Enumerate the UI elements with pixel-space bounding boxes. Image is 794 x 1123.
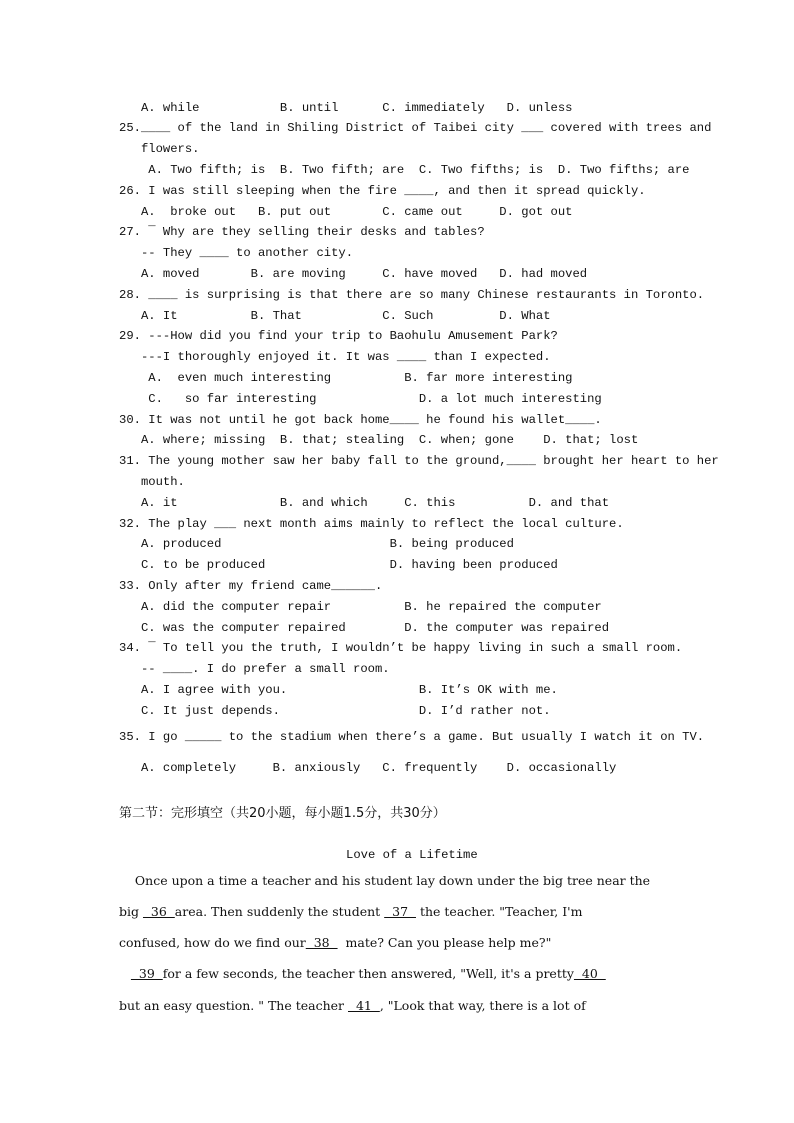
question-25: 25.____ of the land in Shiling District of Taibei city ___ covered with trees and xyxy=(119,121,712,135)
question-31: 31. The young mother saw her baby fall to the ground,____ brought her heart to her xyxy=(119,454,719,468)
question-35: 35. I go _____ to the stadium when there’s a game. But usually I watch it on TV. xyxy=(119,730,705,744)
blank-38: 38 xyxy=(305,935,338,950)
options-q31: A. it B. and which C. this D. and that xyxy=(119,496,610,510)
blank-37: 37 xyxy=(384,904,416,919)
question-32: 32. The play ___ next month aims mainly to reflect the local culture. xyxy=(119,517,624,531)
question-33: 33. Only after my friend came______. xyxy=(119,579,383,593)
passage-text xyxy=(119,966,131,981)
passage-line-2 xyxy=(119,904,582,920)
question-34-reply: -- ____. I do prefer a small room. xyxy=(119,662,390,676)
blank-39: 39 xyxy=(130,966,163,981)
passage-line-4 xyxy=(119,966,606,982)
question-31-cont: mouth. xyxy=(119,475,185,489)
options-q29-cd: C. so far interesting D. a lot much interesting xyxy=(119,392,602,406)
passage-text: Once upon a time a teacher and his student lay down under the big tree near the xyxy=(119,873,651,888)
question-27: 27. ¯ Why are they selling their desks and tables? xyxy=(119,225,485,239)
passage-title: Love of a Lifetime xyxy=(346,848,478,862)
question-27-reply: -- They ____ to another city. xyxy=(119,246,354,260)
options-q27: A. moved B. are moving C. have moved D. had moved xyxy=(119,267,588,281)
passage-text: mate? Can you please help me?" xyxy=(337,935,552,950)
options-q25: A. Two fifth; is B. Two fifth; are C. Two fifths; is D. Two fifths; are xyxy=(119,163,690,177)
passage-text: confused, how do we find our xyxy=(119,935,306,950)
options-q30: A. where; missing B. that; stealing C. when; gone D. that; lost xyxy=(119,433,639,447)
options-q26: A. broke out B. put out C. came out D. got out xyxy=(119,205,573,219)
question-34: 34. ¯ To tell you the truth, I wouldn’t be happy living in such a small room. xyxy=(119,641,683,655)
options-q32-ab: A. produced B. being produced xyxy=(119,537,514,551)
question-26: 26. I was still sleeping when the fire ____, and then it spread quickly. xyxy=(119,184,646,198)
passage-line-3 xyxy=(119,935,551,951)
options-q32-cd: C. to be produced D. having been produced xyxy=(119,558,558,572)
options-q33-ab: A. did the computer repair B. he repaired the computer xyxy=(119,600,602,614)
options-q34-cd: C. It just depends. D. I’d rather not. xyxy=(119,704,551,718)
options-q28: A. It B. That C. Such D. What xyxy=(119,309,551,323)
options-q33-cd: C. was the computer repaired D. the computer was repaired xyxy=(119,621,610,635)
question-29-reply: ---I thoroughly enjoyed it. It was ____ than I expected. xyxy=(119,350,551,364)
passage-text: but an easy question. " The teacher xyxy=(119,998,348,1013)
question-29: 29. ---How did you find your trip to Baohulu Amusement Park? xyxy=(119,329,558,343)
passage-text: the teacher. "Teacher, I'm xyxy=(415,904,583,919)
section-heading: 第二节：完形填空（共20小题，每小题1.5分，共30分） xyxy=(119,806,446,821)
question-25-cont: flowers. xyxy=(119,142,200,156)
question-30: 30. It was not until he got back home____ he found his wallet____. xyxy=(119,413,602,427)
passage-text: area. Then suddenly the student xyxy=(174,904,385,919)
blank-36: 36 xyxy=(142,904,175,919)
passage-line-5 xyxy=(119,998,586,1014)
options-q24: A. while B. until C. immediately D. unless xyxy=(119,101,573,115)
options-q34-ab: A. I agree with you. B. It’s OK with me. xyxy=(119,683,558,697)
passage-line-1 xyxy=(119,873,650,889)
blank-40: 40 xyxy=(573,966,606,981)
options-q29-ab: A. even much interesting B. far more interesting xyxy=(119,371,573,385)
question-28: 28. ____ is surprising is that there are so many Chinese restaurants in Toronto. xyxy=(119,288,705,302)
blank-41: 41 xyxy=(348,998,380,1013)
passage-text: big xyxy=(119,904,143,919)
passage-text: , "Look that way, there is a lot of xyxy=(379,998,586,1013)
passage-text: for a few seconds, the teacher then answered, "Well, it's a pretty xyxy=(162,966,574,981)
options-q35: A. completely B. anxiously C. frequently D. occasionally xyxy=(119,761,617,775)
